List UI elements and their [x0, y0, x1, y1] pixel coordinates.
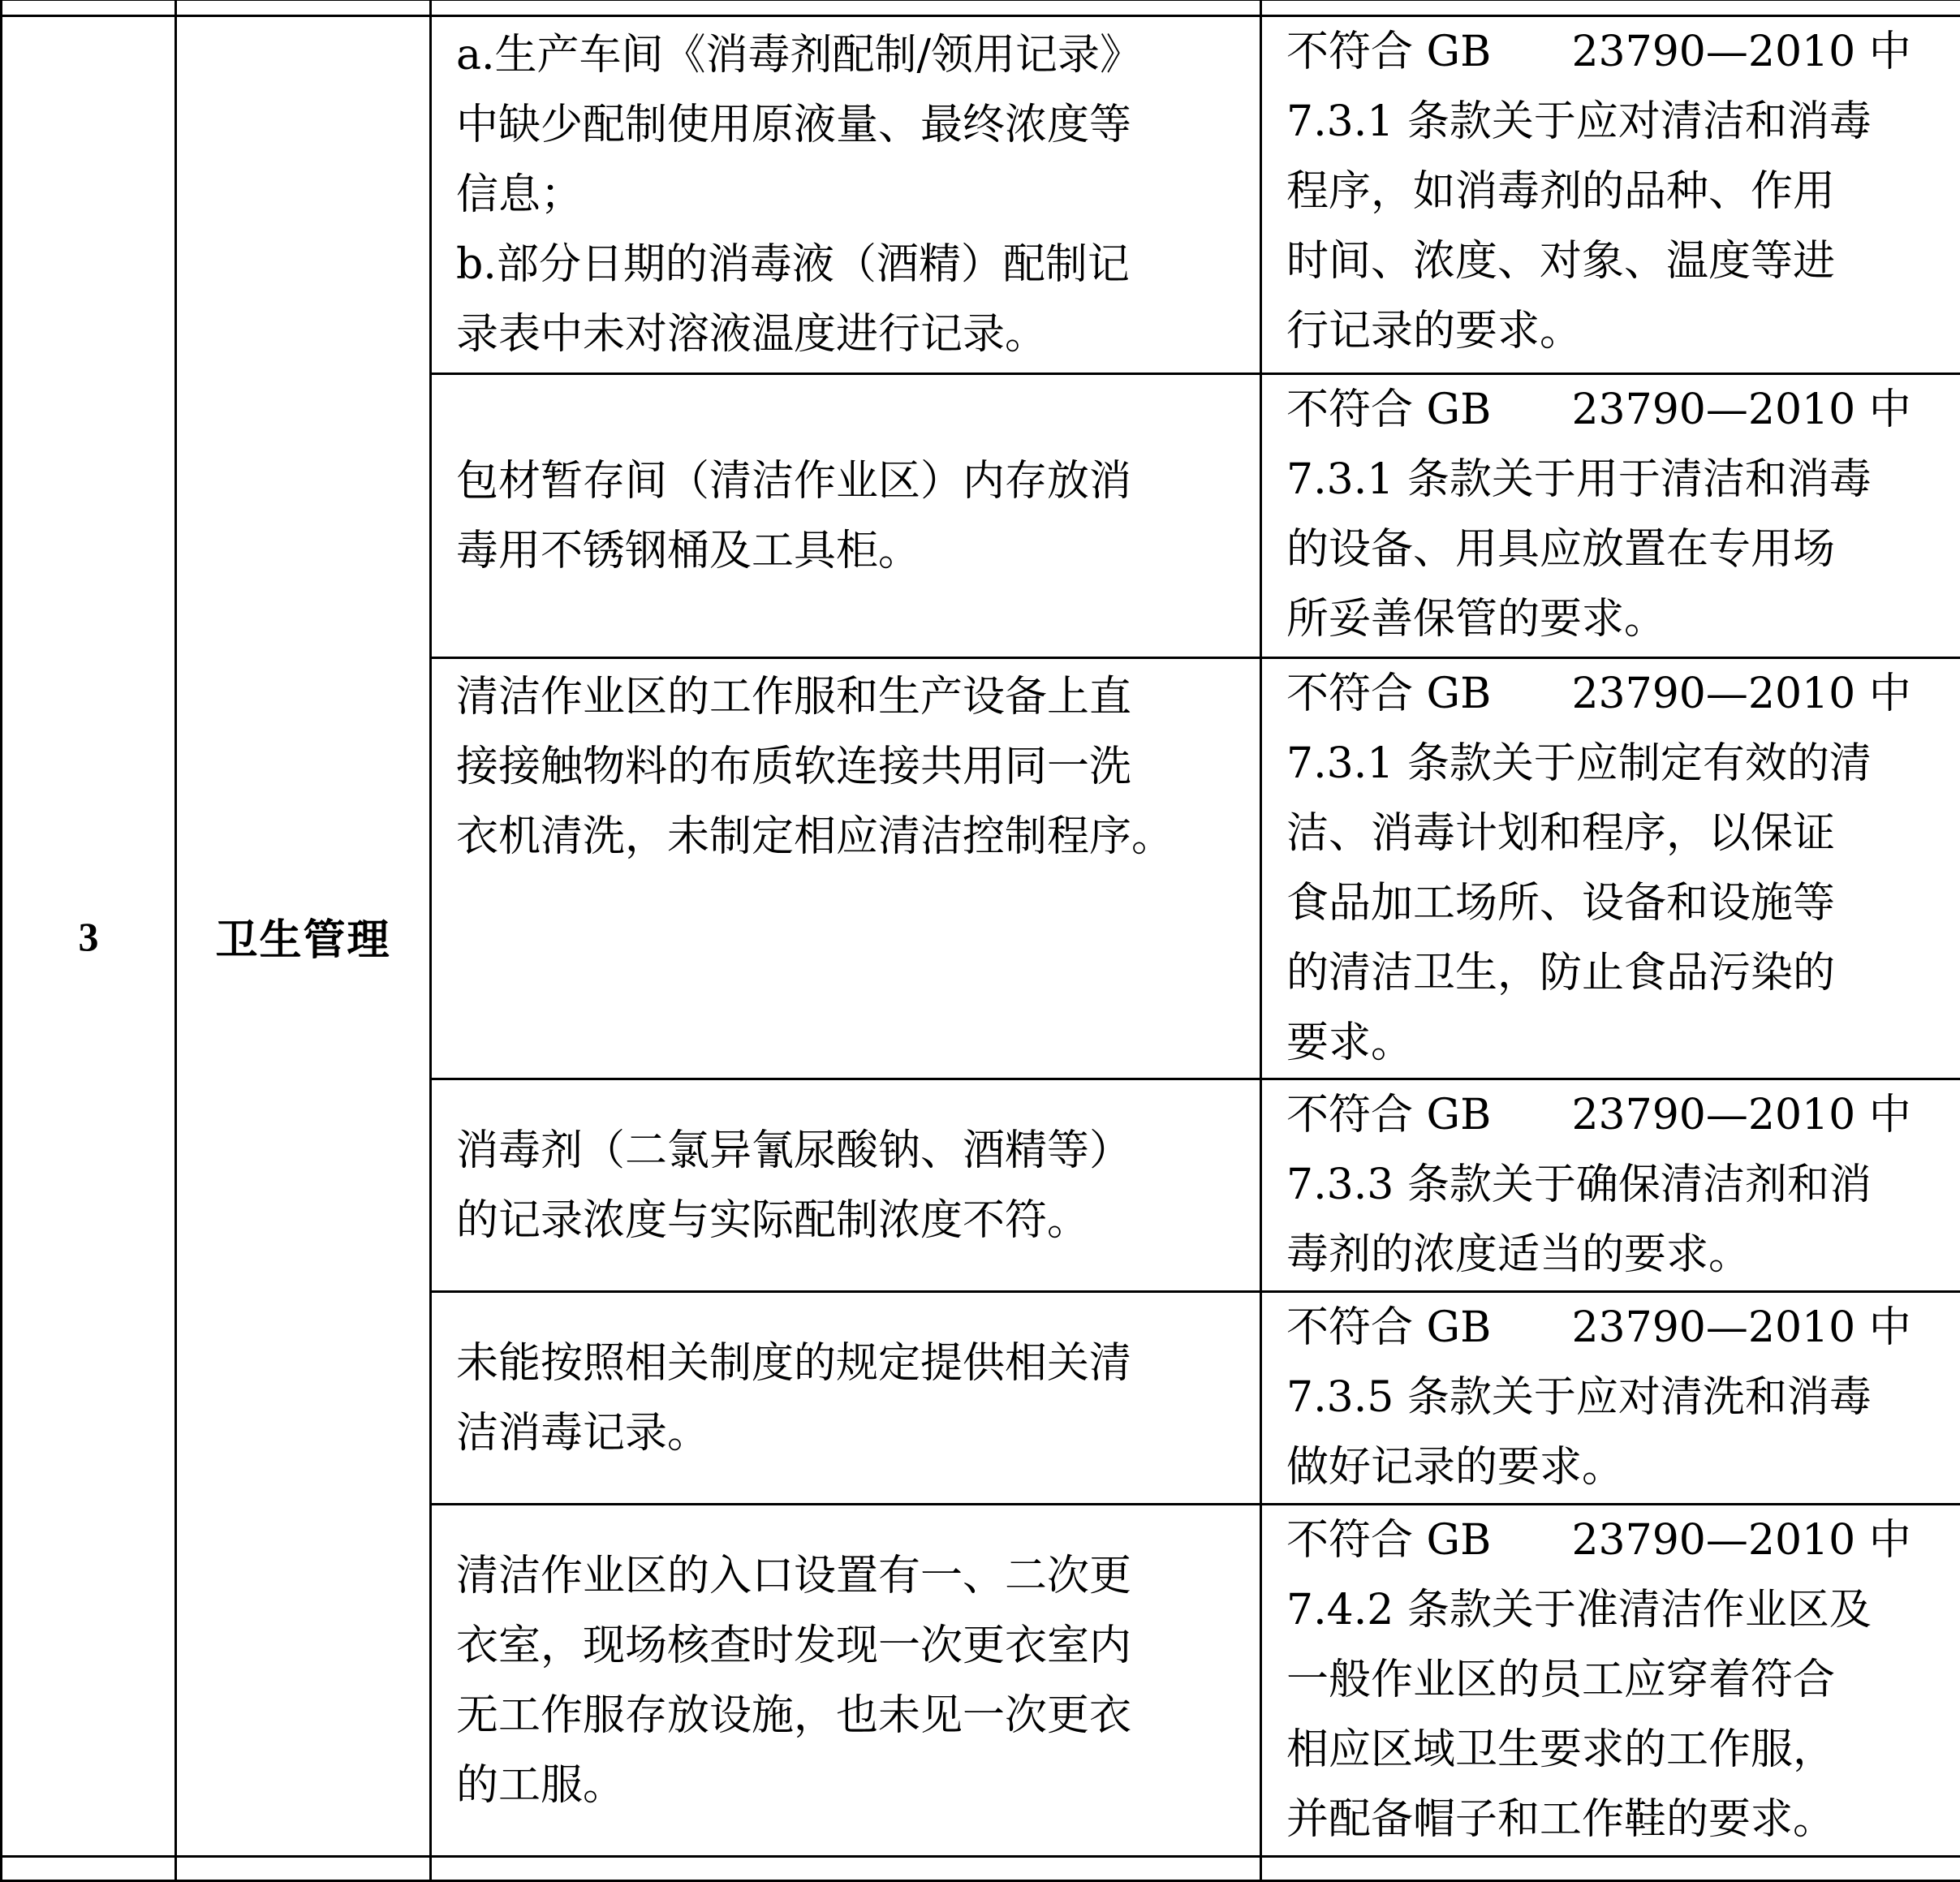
basis-line: 7.4.2 条款关于准清洁作业区及: [1286, 1575, 1950, 1645]
basis-line: 7.3.1 条款关于应对清洁和消毒: [1286, 87, 1950, 157]
finding-line: 未能按照相关制度的规定提供相关清: [456, 1329, 1243, 1398]
finding-cell: [431, 658, 1261, 1079]
next-row-edge: [2, 1857, 1960, 1881]
basis-cell: [1261, 16, 1960, 374]
finding-line: 的记录浓度与实际配制浓度不符。: [456, 1186, 1243, 1255]
finding-line: 消毒剂（二氯异氰尿酸钠、酒精等）: [456, 1116, 1243, 1186]
basis-line: 不符合 GB 23790—2010 中: [1286, 1505, 1950, 1575]
basis-line: 食品加工场所、设备和设施等: [1286, 868, 1950, 938]
basis-line: 的清洁卫生，防止食品污染的: [1286, 938, 1950, 1008]
basis-cell: [1261, 374, 1960, 658]
basis-cell: [1261, 1079, 1960, 1292]
basis-line: 要求。: [1286, 1008, 1950, 1078]
basis-cell: [1261, 1292, 1960, 1505]
basis-line: 毒剂的浓度适当的要求。: [1286, 1220, 1950, 1290]
basis-line: 不符合 GB 23790—2010 中: [1286, 375, 1950, 445]
basis-line: 不符合 GB 23790—2010 中: [1286, 659, 1950, 729]
basis-cell: [1261, 658, 1960, 1079]
finding-line: 衣室，现场核查时发现一次更衣室内: [456, 1611, 1243, 1681]
finding-cell: [431, 1505, 1261, 1857]
finding-line: 录表中未对溶液温度进行记录。: [456, 299, 1243, 369]
basis-line: 相应区域卫生要求的工作服，: [1286, 1715, 1950, 1785]
basis-line: 时间、浓度、对象、温度等进: [1286, 226, 1950, 296]
finding-cell: [431, 16, 1261, 374]
basis-line: 不符合 GB 23790—2010 中: [1286, 1080, 1950, 1150]
basis-line: 7.3.3 条款关于确保清洁剂和消: [1286, 1150, 1950, 1220]
finding-line: 中缺少配制使用原液量、最终浓度等: [456, 90, 1243, 160]
finding-line: 无工作服存放设施，也未见一次更衣: [456, 1681, 1243, 1751]
finding-line: 的工服。: [456, 1751, 1243, 1820]
basis-line: 7.3.1 条款关于用于清洁和消毒: [1286, 445, 1950, 515]
basis-line: 不符合 GB 23790—2010 中: [1286, 1293, 1950, 1363]
category-label: 卫生管理: [176, 16, 431, 1857]
basis-line: 一般作业区的员工应穿着符合: [1286, 1645, 1950, 1715]
finding-line: 洁消毒记录。: [456, 1398, 1243, 1468]
finding-line: 接接触物料的布质软连接共用同一洗: [456, 732, 1243, 802]
table-row: [2, 16, 1960, 374]
finding-line: 毒用不锈钢桶及工具柜。: [456, 516, 1243, 586]
finding-cell: [431, 374, 1261, 658]
basis-line: 7.3.5 条款关于应对清洗和消毒: [1286, 1363, 1950, 1432]
finding-line: a.生产车间《消毒剂配制/领用记录》: [456, 20, 1243, 90]
previous-row-edge: [2, 0, 1960, 16]
basis-line: 不符合 GB 23790—2010 中: [1286, 17, 1950, 87]
basis-line: 所妥善保管的要求。: [1286, 584, 1950, 654]
finding-line: 衣机清洗，未制定相应清洁控制程序。: [456, 802, 1243, 872]
basis-line: 7.3.1 条款关于应制定有效的清: [1286, 729, 1950, 799]
finding-line: b.部分日期的消毒液（酒精）配制记: [456, 230, 1243, 299]
basis-line: 行记录的要求。: [1286, 296, 1950, 366]
basis-line: 并配备帽子和工作鞋的要求。: [1286, 1785, 1950, 1854]
basis-line: 洁、消毒计划和程序，以保证: [1286, 799, 1950, 868]
basis-line: 程序，如消毒剂的品种、作用: [1286, 157, 1950, 226]
basis-line: 做好记录的要求。: [1286, 1432, 1950, 1502]
finding-line: 信息；: [456, 160, 1243, 230]
finding-line: 清洁作业区的入口设置有一、二次更: [456, 1541, 1243, 1611]
basis-cell: [1261, 1505, 1960, 1857]
finding-cell: [431, 1292, 1261, 1505]
finding-line: 包材暂存间（清洁作业区）内存放消: [456, 446, 1243, 516]
row-number: 3: [2, 16, 176, 1857]
basis-line: 的设备、用具应放置在专用场: [1286, 515, 1950, 584]
finding-cell: [431, 1079, 1261, 1292]
finding-line: 清洁作业区的工作服和生产设备上直: [456, 662, 1243, 732]
